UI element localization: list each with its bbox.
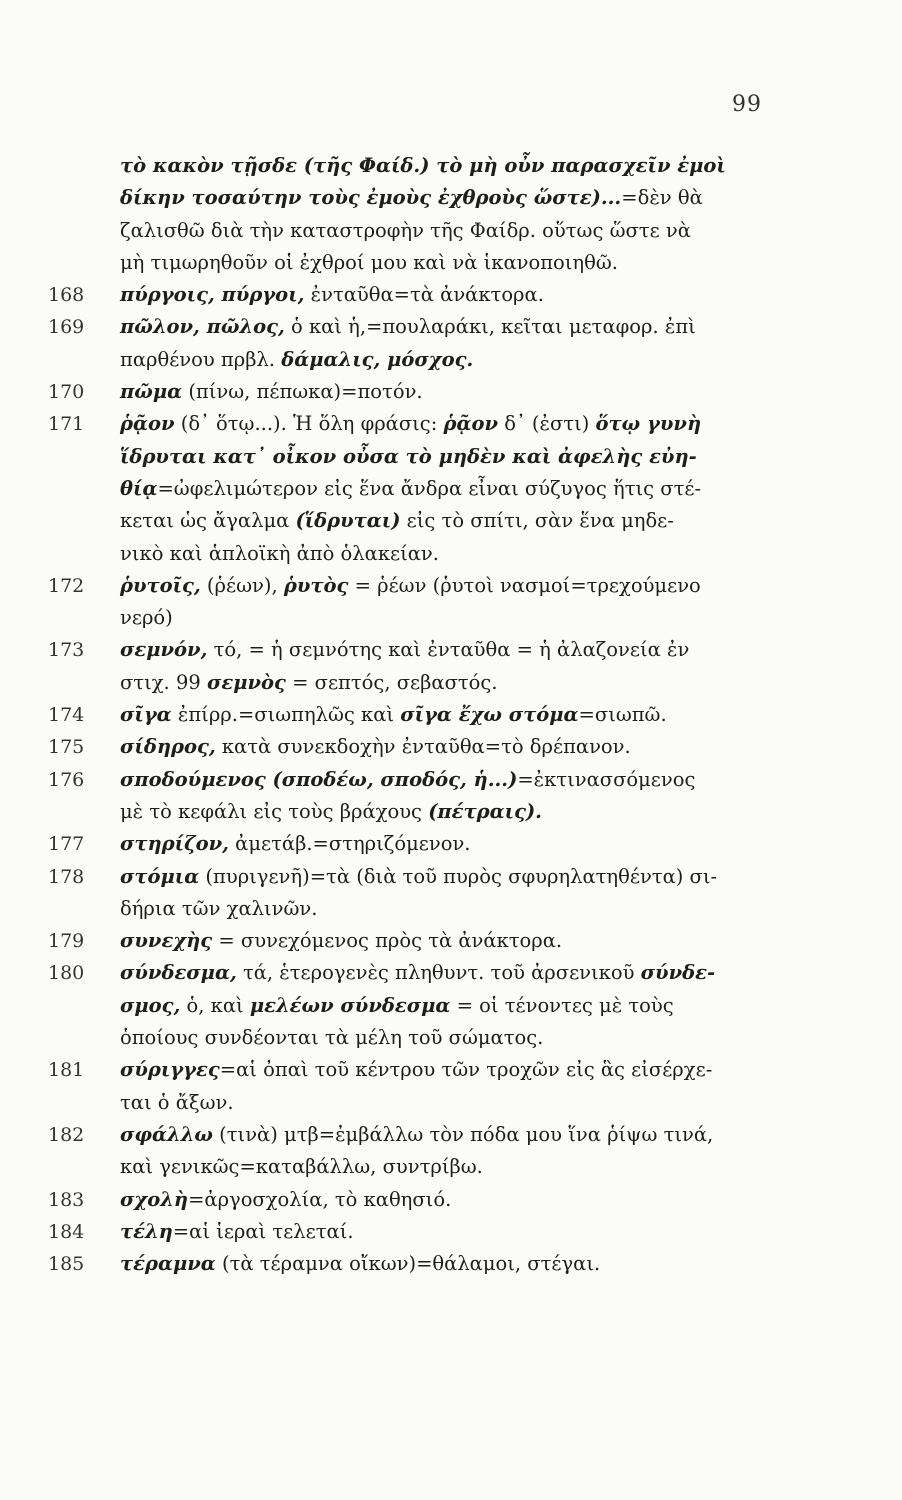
- lemma-text: δάμαλις, μόσχος.: [281, 347, 474, 371]
- lemma-text: σφάλλω: [120, 1122, 213, 1146]
- continuation-line: [48, 505, 808, 537]
- entry-line: [48, 957, 808, 989]
- lemma-text: (ἵδρυται): [295, 509, 401, 533]
- lemma-text: σεμνόν,: [120, 638, 208, 662]
- entry-line: [48, 376, 808, 408]
- lemma-text: συνεχὴς: [120, 929, 213, 953]
- continuation-line: [48, 990, 808, 1022]
- line-number: 172: [48, 574, 85, 597]
- lemma-text: ῥυτὸς: [283, 573, 349, 597]
- lemma-text: σῖγα ἔχω στόμα: [400, 703, 579, 727]
- gloss-text: ἐνταῦθα=τὰ ἀνάκτορα.: [304, 283, 544, 307]
- lemma-text: (πέτραις).: [428, 799, 542, 823]
- line-number: 173: [48, 639, 85, 662]
- continuation-line: [48, 538, 808, 570]
- lemma-text: σύριγγες: [120, 1058, 220, 1082]
- line-number: 179: [48, 930, 85, 953]
- continuation-line: [48, 1022, 808, 1054]
- lemma-text: ῥᾷον: [120, 412, 175, 436]
- gloss-text: =ἀργοσχολία, τὸ καθησιό.: [188, 1187, 452, 1211]
- gloss-text: δήρια τῶν χαλινῶν.: [120, 896, 318, 920]
- line-number: 168: [48, 284, 85, 307]
- continuation-line: [48, 1151, 808, 1183]
- line-number: 175: [48, 736, 85, 759]
- entry-line: [48, 828, 808, 860]
- entry-line: [48, 925, 808, 957]
- gloss-text: = ῥέων (ῥυτοὶ νασμοί=τρεχούμενο: [348, 573, 701, 597]
- continuation-line: [48, 441, 808, 473]
- gloss-text: ὁποίους συνδέονται τὰ μέλη τοῦ σώματος.: [120, 1026, 544, 1050]
- lemma-text: ῥυτοῖς,: [120, 573, 201, 597]
- lemma-text: σύνδε-: [640, 961, 716, 985]
- continuation-line: [48, 182, 808, 214]
- lemma-text: πῶλον, πῶλος,: [120, 315, 285, 339]
- gloss-text: μὲ τὸ κεφάλι εἰς τοὺς βράχους: [120, 799, 429, 823]
- entry-line: [48, 570, 808, 602]
- gloss-text: (πυριγενῆ)=τὰ (διὰ τοῦ πυρὸς σφυρηλατηθέντα) σι-: [199, 864, 718, 888]
- gloss-text: (τινὰ) μτβ=ἐμβάλλω τὸν πόδα μου ἵνα ῥίψω τινά,: [212, 1122, 714, 1146]
- lemma-text: μελέων σύνδεσμα: [249, 993, 451, 1017]
- lemma-text: τὸ κακὸν τῇσδε (τῆς Φαίδ.) τὸ μὴ οὖν παρασχεῖν ἐμοὶ: [120, 154, 726, 177]
- gloss-text: στιχ. 99: [120, 670, 207, 694]
- gloss-text: καὶ γενικῶς=καταβάλλω, συντρίβω.: [120, 1155, 483, 1179]
- gloss-text: (δ᾽ ὅτῳ...). Ἡ ὅλη φράσις:: [174, 412, 444, 436]
- lemma-text: στόμια: [120, 864, 200, 888]
- gloss-text: τό, = ἡ σεμνότης καὶ ἐνταῦθα = ἡ ἀλαζονεία ἐν: [207, 638, 690, 662]
- gloss-text: =ἐκτινασσόμενος: [517, 767, 696, 791]
- continuation-line: [48, 667, 808, 699]
- gloss-text: ὁ καὶ ἡ,=πουλαράκι, κεῖται μεταφορ. ἐπὶ: [284, 315, 696, 339]
- continuation-line: [48, 1087, 808, 1119]
- continuation-line: [48, 602, 808, 634]
- lemma-text: πῶμα: [120, 380, 183, 404]
- line-number: 176: [48, 768, 85, 791]
- line-number: 170: [48, 381, 85, 404]
- gloss-text: =αἱ ὀπαὶ τοῦ κέντρου τῶν τροχῶν εἰς ἃς εἰσέρχε-: [219, 1058, 713, 1082]
- lemma-text: δίκην τοσαύτην τοὺς ἐμοὺς ἐχθροὺς ὥστε)...: [120, 186, 622, 210]
- lemma-text: ὅτῳ γυνὴ: [595, 412, 702, 436]
- lemma-text: ῥᾷον: [443, 412, 499, 436]
- entry-line: [48, 699, 808, 731]
- line-number: 177: [48, 833, 85, 856]
- lemma-text: ἵδρυται κατ᾽ οἶκον οὖσα τὸ μηδὲν καὶ ἀφελὴς εὐη-: [120, 444, 697, 468]
- line-number: 178: [48, 865, 85, 888]
- gloss-text: νικὸ καὶ ἁπλοϊκὴ ἀπὸ ὁλακείαν.: [120, 541, 439, 565]
- gloss-text: παρθένου πρβλ.: [120, 347, 282, 371]
- lemma-text: σχολὴ: [120, 1187, 189, 1211]
- gloss-text: =σιωπῶ.: [578, 703, 667, 727]
- entry-line: [48, 764, 808, 796]
- commentary-text: [48, 150, 808, 1280]
- gloss-text: = οἱ τένοντες μὲ τοὺς: [450, 993, 674, 1017]
- lemma-text: σίδηρος,: [120, 735, 216, 759]
- gloss-text: ζαλισθῶ διὰ τὴν καταστροφὴν τῆς Φαίδρ. οὕτως ὥστε νὰ: [120, 218, 691, 242]
- continuation-line: [48, 215, 808, 247]
- gloss-text: (ῥέων),: [200, 573, 284, 597]
- entry-line: [48, 1184, 808, 1216]
- line-number: 183: [48, 1188, 85, 1211]
- entry-line: [48, 1119, 808, 1151]
- continuation-line: [48, 796, 808, 828]
- gloss-text: δ᾽ (ἐστι): [498, 412, 596, 436]
- lemma-text: σεμνὸς: [206, 670, 286, 694]
- gloss-text: (πίνω, πέπωκα)=ποτόν.: [182, 380, 423, 404]
- lemma-text: τέραμνα: [120, 1252, 216, 1276]
- line-number: 185: [48, 1253, 85, 1276]
- entry-line: [48, 279, 808, 311]
- line-number: 174: [48, 704, 85, 727]
- gloss-text: (τὰ τέραμνα οἴκων)=θάλαμοι, στέγαι.: [215, 1252, 601, 1276]
- line-number: 181: [48, 1059, 85, 1082]
- continuation-line: [48, 150, 808, 182]
- lemma-text: θίᾳ: [120, 476, 158, 500]
- gloss-text: κεται ὡς ἄγαλμα: [120, 509, 296, 533]
- continuation-line: [48, 893, 808, 925]
- line-number: 171: [48, 413, 85, 436]
- lemma-text: στηρίζον,: [120, 832, 229, 856]
- line-number: 184: [48, 1220, 85, 1243]
- line-number: 169: [48, 316, 85, 339]
- lemma-text: πύργοις, πύργοι,: [120, 283, 305, 307]
- gloss-text: = συνεχόμενος πρὸς τὰ ἀνάκτορα.: [212, 929, 563, 953]
- entry-line: [48, 408, 808, 440]
- continuation-line: [48, 473, 808, 505]
- lemma-text: σποδούμενος (σποδέω, σποδός, ἡ...): [120, 767, 518, 791]
- gloss-text: μὴ τιμωρηθοῦν οἱ ἐχθροί μου καὶ νὰ ἱκανοποιηθῶ.: [120, 250, 618, 274]
- gloss-text: ἐπίρρ.=σιωπηλῶς καὶ: [171, 703, 401, 727]
- continuation-line: [48, 247, 808, 279]
- gloss-text: ὁ, καὶ: [180, 993, 250, 1017]
- gloss-text: ἀμετάβ.=στηριζόμενον.: [228, 832, 471, 856]
- entry-line: [48, 861, 808, 893]
- line-number: 182: [48, 1123, 85, 1146]
- lemma-text: σῖγα: [120, 703, 172, 727]
- entry-line: [48, 311, 808, 343]
- gloss-text: τά, ἑτερογενὲς πληθυντ. τοῦ ἀρσενικοῦ: [236, 961, 641, 985]
- lemma-text: σύνδεσμα,: [120, 961, 237, 985]
- gloss-text: =ὠφελιμώτερον εἰς ἕνα ἄνδρα εἶναι σύζυγος ἥτις στέ-: [157, 476, 702, 500]
- line-number: 180: [48, 962, 85, 985]
- entry-line: [48, 1216, 808, 1248]
- gloss-text: κατὰ συνεκδοχὴν ἐνταῦθα=τὸ δρέπανον.: [215, 735, 631, 759]
- entry-line: [48, 634, 808, 666]
- gloss-text: =δὲν θὰ: [621, 186, 703, 210]
- page-number: 99: [732, 92, 762, 117]
- entry-line: [48, 731, 808, 763]
- gloss-text: εἰς τὸ σπίτι, σὰν ἕνα μηδε-: [400, 509, 674, 533]
- lemma-text: τέλη: [120, 1219, 173, 1243]
- entry-line: [48, 1054, 808, 1086]
- lemma-text: σμος,: [120, 993, 181, 1017]
- gloss-text: = σεπτός, σεβαστός.: [285, 670, 498, 694]
- gloss-text: =αἱ ἱεραὶ τελεταί.: [172, 1219, 354, 1243]
- gloss-text: νερό): [120, 606, 173, 630]
- gloss-text: ται ὁ ἄξων.: [120, 1090, 234, 1114]
- continuation-line: [48, 344, 808, 376]
- entry-line: [48, 1248, 808, 1280]
